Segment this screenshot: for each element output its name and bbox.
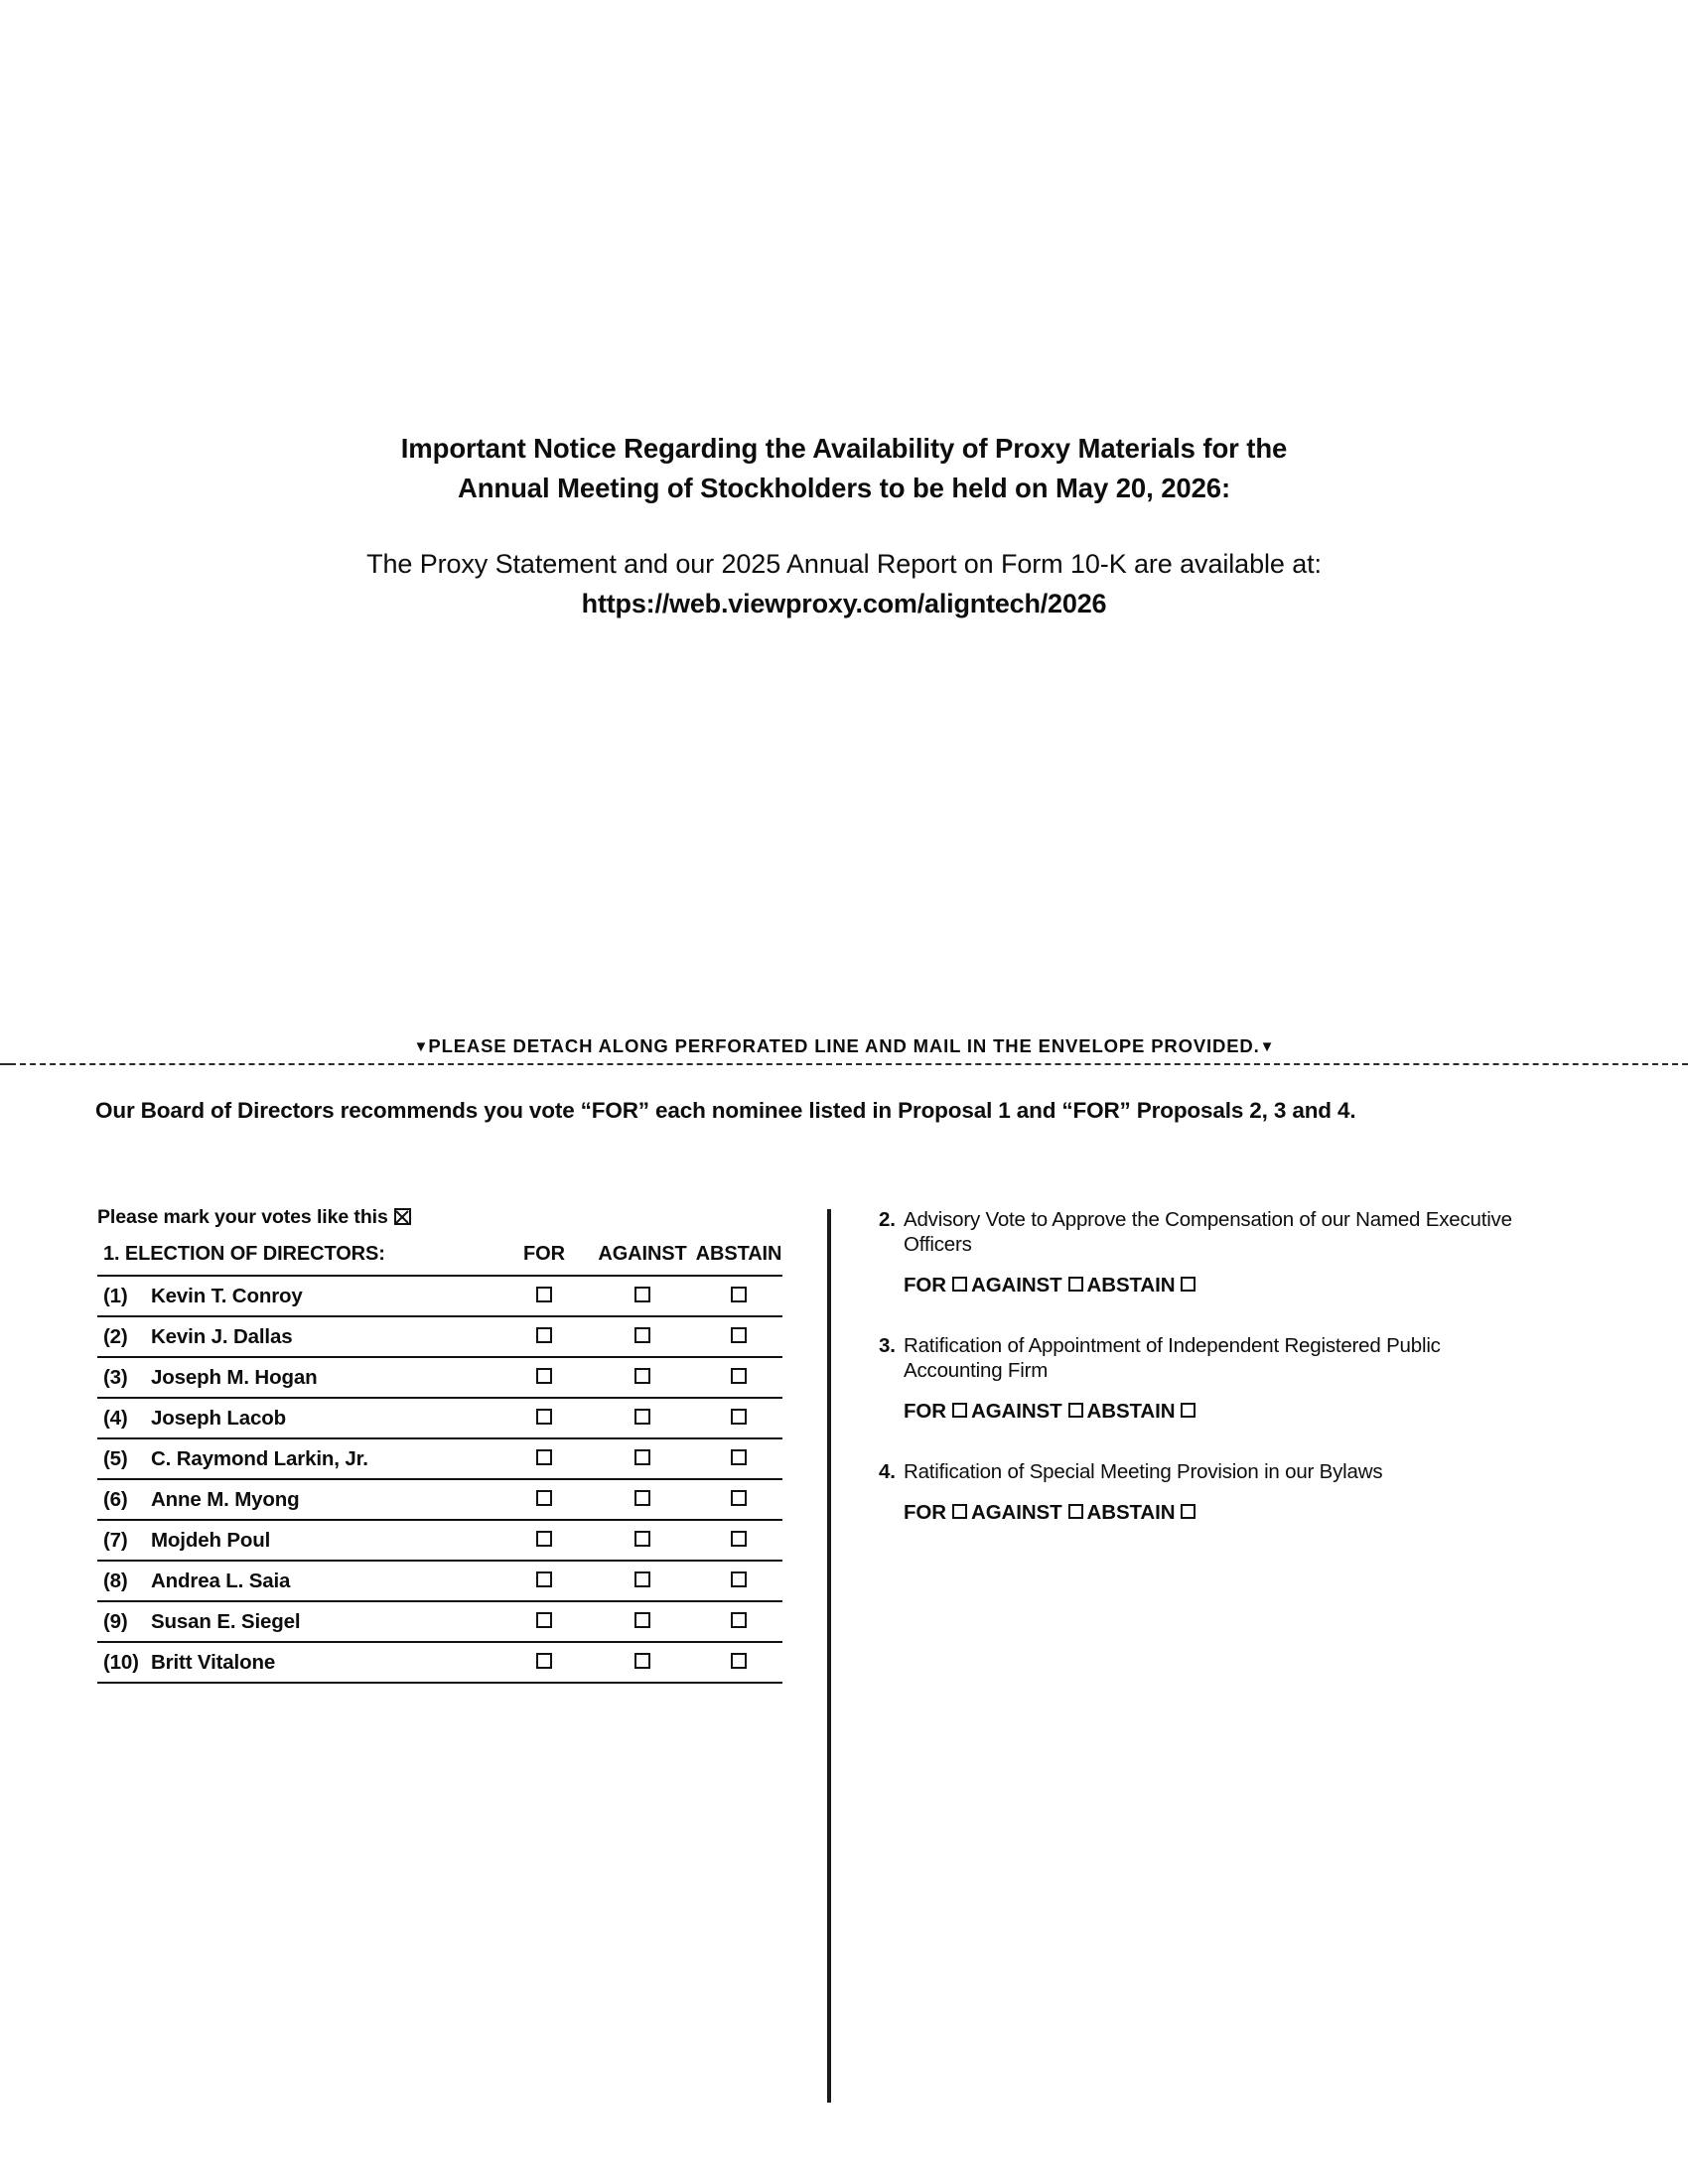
vote-cell-for — [498, 1398, 590, 1438]
option-label-abstain: ABSTAIN — [1086, 1501, 1176, 1524]
proposal-heading — [879, 1207, 1514, 1257]
checkbox-for[interactable] — [536, 1368, 552, 1384]
checkbox-against[interactable] — [634, 1653, 650, 1669]
vote-cell-abstain — [695, 1642, 782, 1683]
checkbox-for[interactable] — [536, 1287, 552, 1302]
vote-cell-against — [590, 1479, 695, 1520]
vote-cell-against — [590, 1520, 695, 1561]
board-recommendation: Our Board of Directors recommends you vote “FOR” each nominee listed in Proposal 1 and “FOR” Proposals 2, 3 and 4. — [95, 1098, 1356, 1123]
checkbox-abstain[interactable] — [731, 1571, 747, 1587]
vote-cell-against — [590, 1561, 695, 1601]
table-row — [97, 1601, 782, 1642]
mark-votes-instruction — [97, 1206, 782, 1229]
triangle-left-icon: ▼ — [413, 1038, 429, 1055]
election-of-directors-table — [97, 1243, 782, 1684]
nominee-name: Britt Vitalone — [149, 1642, 498, 1683]
checkbox-for[interactable] — [952, 1403, 967, 1418]
option-label-for: FOR — [904, 1400, 946, 1423]
checkbox-against[interactable] — [634, 1531, 650, 1547]
perforated-line — [0, 1063, 1688, 1065]
nominee-number: (5) — [97, 1438, 149, 1479]
nominee-number: (3) — [97, 1357, 149, 1398]
checkbox-against[interactable] — [634, 1287, 650, 1302]
proposal-spacer — [879, 1323, 1514, 1333]
triangle-right-icon: ▼ — [1259, 1038, 1275, 1055]
checkbox-for[interactable] — [536, 1653, 552, 1669]
checkbox-for[interactable] — [536, 1612, 552, 1628]
checkbox-for[interactable] — [952, 1277, 967, 1292]
checkbox-for[interactable] — [536, 1449, 552, 1465]
checkbox-for[interactable] — [536, 1571, 552, 1587]
nominee-number: (4) — [97, 1398, 149, 1438]
detach-instruction — [0, 1035, 1688, 1057]
vote-cell-for — [498, 1561, 590, 1601]
proposal-number: 3. — [879, 1334, 896, 1357]
ballot-left-column — [97, 1206, 782, 1684]
detach-instruction-text: PLEASE DETACH ALONG PERFORATED LINE AND MAIL IN THE ENVELOPE PROVIDED. — [428, 1035, 1260, 1056]
proxy-notice-block — [0, 429, 1688, 623]
detach-instruction-line — [414, 1035, 1275, 1057]
column-divider — [827, 1209, 831, 2103]
proposal-text: Ratification of Appointment of Independent Registered Public Accounting Firm — [904, 1334, 1441, 1382]
proposal-number: 4. — [879, 1460, 896, 1483]
checkbox-abstain[interactable] — [731, 1287, 747, 1302]
vote-cell-abstain — [695, 1561, 782, 1601]
nominee-number: (8) — [97, 1561, 149, 1601]
vote-cell-abstain — [695, 1479, 782, 1520]
option-label-for: FOR — [904, 1274, 946, 1297]
checkbox-against[interactable] — [634, 1490, 650, 1506]
vote-cell-against — [590, 1276, 695, 1316]
vote-cell-for — [498, 1438, 590, 1479]
option-label-abstain: ABSTAIN — [1086, 1400, 1176, 1423]
checkbox-against[interactable] — [634, 1368, 650, 1384]
vote-cell-abstain — [695, 1357, 782, 1398]
checkbox-abstain[interactable] — [731, 1653, 747, 1669]
checkbox-for[interactable] — [536, 1409, 552, 1425]
vote-cell-abstain — [695, 1276, 782, 1316]
vote-cell-for — [498, 1479, 590, 1520]
table-row — [97, 1357, 782, 1398]
table-row — [97, 1398, 782, 1438]
notice-title-line-1: Important Notice Regarding the Availability of Proxy Materials for the — [400, 433, 1288, 464]
nominee-number: (7) — [97, 1520, 149, 1561]
mark-votes-label: Please mark your votes like this — [97, 1206, 388, 1228]
proposal-heading — [879, 1333, 1514, 1383]
checkbox-for[interactable] — [536, 1327, 552, 1343]
checkbox-abstain[interactable] — [731, 1449, 747, 1465]
nominee-name: Joseph M. Hogan — [149, 1357, 498, 1398]
nominee-name: Andrea L. Saia — [149, 1561, 498, 1601]
proposal-item — [879, 1459, 1514, 1525]
proposal-vote-options — [904, 1501, 1514, 1525]
proposal-1-heading: 1. ELECTION OF DIRECTORS: — [103, 1243, 385, 1265]
vote-cell-against — [590, 1316, 695, 1357]
nominee-name: Kevin T. Conroy — [149, 1276, 498, 1316]
table-row — [97, 1276, 782, 1316]
checkbox-abstain[interactable] — [1181, 1403, 1196, 1418]
checkbox-against[interactable] — [634, 1449, 650, 1465]
checkbox-against[interactable] — [1068, 1277, 1083, 1292]
table-row — [97, 1642, 782, 1683]
checkbox-against[interactable] — [634, 1612, 650, 1628]
vote-cell-against — [590, 1642, 695, 1683]
option-label-against: AGAINST — [970, 1501, 1062, 1524]
proxy-materials-url[interactable]: https://web.viewproxy.com/aligntech/2026 — [581, 589, 1107, 618]
column-header-for: FOR — [523, 1243, 565, 1265]
nominee-number: (1) — [97, 1276, 149, 1316]
vote-cell-abstain — [695, 1438, 782, 1479]
vote-cell-abstain — [695, 1520, 782, 1561]
checkbox-abstain[interactable] — [1181, 1504, 1196, 1519]
option-label-abstain: ABSTAIN — [1086, 1274, 1176, 1297]
proposal-text: Advisory Vote to Approve the Compensation of our Named Executive Officers — [904, 1208, 1512, 1256]
table-row — [97, 1316, 782, 1357]
vote-cell-against — [590, 1357, 695, 1398]
checkbox-against[interactable] — [634, 1327, 650, 1343]
nominee-name: Anne M. Myong — [149, 1479, 498, 1520]
vote-cell-for — [498, 1357, 590, 1398]
vote-cell-against — [590, 1438, 695, 1479]
nominee-number: (2) — [97, 1316, 149, 1357]
proposal-item — [879, 1207, 1514, 1297]
nominee-number: (6) — [97, 1479, 149, 1520]
checkbox-for[interactable] — [536, 1490, 552, 1506]
proposal-vote-options — [904, 1274, 1514, 1297]
table-row — [97, 1520, 782, 1561]
vote-cell-against — [590, 1601, 695, 1642]
checkbox-for[interactable] — [952, 1504, 967, 1519]
checkbox-abstain[interactable] — [1181, 1277, 1196, 1292]
proposal-vote-options — [904, 1400, 1514, 1424]
proposal-heading — [879, 1459, 1514, 1484]
nominee-number: (9) — [97, 1601, 149, 1642]
vote-cell-abstain — [695, 1398, 782, 1438]
checkbox-abstain[interactable] — [731, 1531, 747, 1547]
ballot-right-column — [879, 1207, 1514, 1551]
vote-cell-abstain — [695, 1601, 782, 1642]
checkbox-abstain[interactable] — [731, 1612, 747, 1628]
vote-cell-for — [498, 1642, 590, 1683]
proposal-text: Ratification of Special Meeting Provision in our Bylaws — [904, 1460, 1383, 1483]
marked-checkbox-example-icon — [394, 1208, 411, 1225]
vote-cell-for — [498, 1520, 590, 1561]
option-label-against: AGAINST — [970, 1400, 1062, 1423]
nominee-name: Joseph Lacob — [149, 1398, 498, 1438]
option-label-against: AGAINST — [970, 1274, 1062, 1297]
table-row — [97, 1479, 782, 1520]
vote-cell-for — [498, 1316, 590, 1357]
checkbox-against[interactable] — [634, 1571, 650, 1587]
vote-cell-abstain — [695, 1316, 782, 1357]
proposal-item — [879, 1333, 1514, 1424]
checkbox-against[interactable] — [1068, 1504, 1083, 1519]
nominee-name: Mojdeh Poul — [149, 1520, 498, 1561]
notice-title-line-2: Annual Meeting of Stockholders to be held on May 20, 2026: — [457, 473, 1231, 503]
vote-cell-for — [498, 1276, 590, 1316]
checkbox-abstain[interactable] — [731, 1327, 747, 1343]
option-label-for: FOR — [904, 1501, 946, 1524]
perforated-line-end-cap — [0, 1063, 14, 1065]
nominee-name: Susan E. Siegel — [149, 1601, 498, 1642]
vote-cell-for — [498, 1601, 590, 1642]
nominee-name: C. Raymond Larkin, Jr. — [149, 1438, 498, 1479]
checkbox-abstain[interactable] — [731, 1409, 747, 1425]
proposal-spacer — [879, 1449, 1514, 1459]
table-row — [97, 1561, 782, 1601]
nominee-number: (10) — [97, 1642, 149, 1683]
column-header-against: AGAINST — [598, 1243, 687, 1265]
checkbox-abstain[interactable] — [731, 1368, 747, 1384]
checkbox-against[interactable] — [634, 1409, 650, 1425]
checkbox-abstain[interactable] — [731, 1490, 747, 1506]
table-header-row — [97, 1243, 782, 1276]
notice-availability-text: The Proxy Statement and our 2025 Annual Report on Form 10-K are available at: — [366, 549, 1322, 579]
checkbox-against[interactable] — [1068, 1403, 1083, 1418]
column-header-abstain: ABSTAIN — [695, 1243, 782, 1265]
table-row — [97, 1438, 782, 1479]
checkbox-for[interactable] — [536, 1531, 552, 1547]
vote-cell-against — [590, 1398, 695, 1438]
nominee-name: Kevin J. Dallas — [149, 1316, 498, 1357]
proposal-number: 2. — [879, 1208, 896, 1231]
